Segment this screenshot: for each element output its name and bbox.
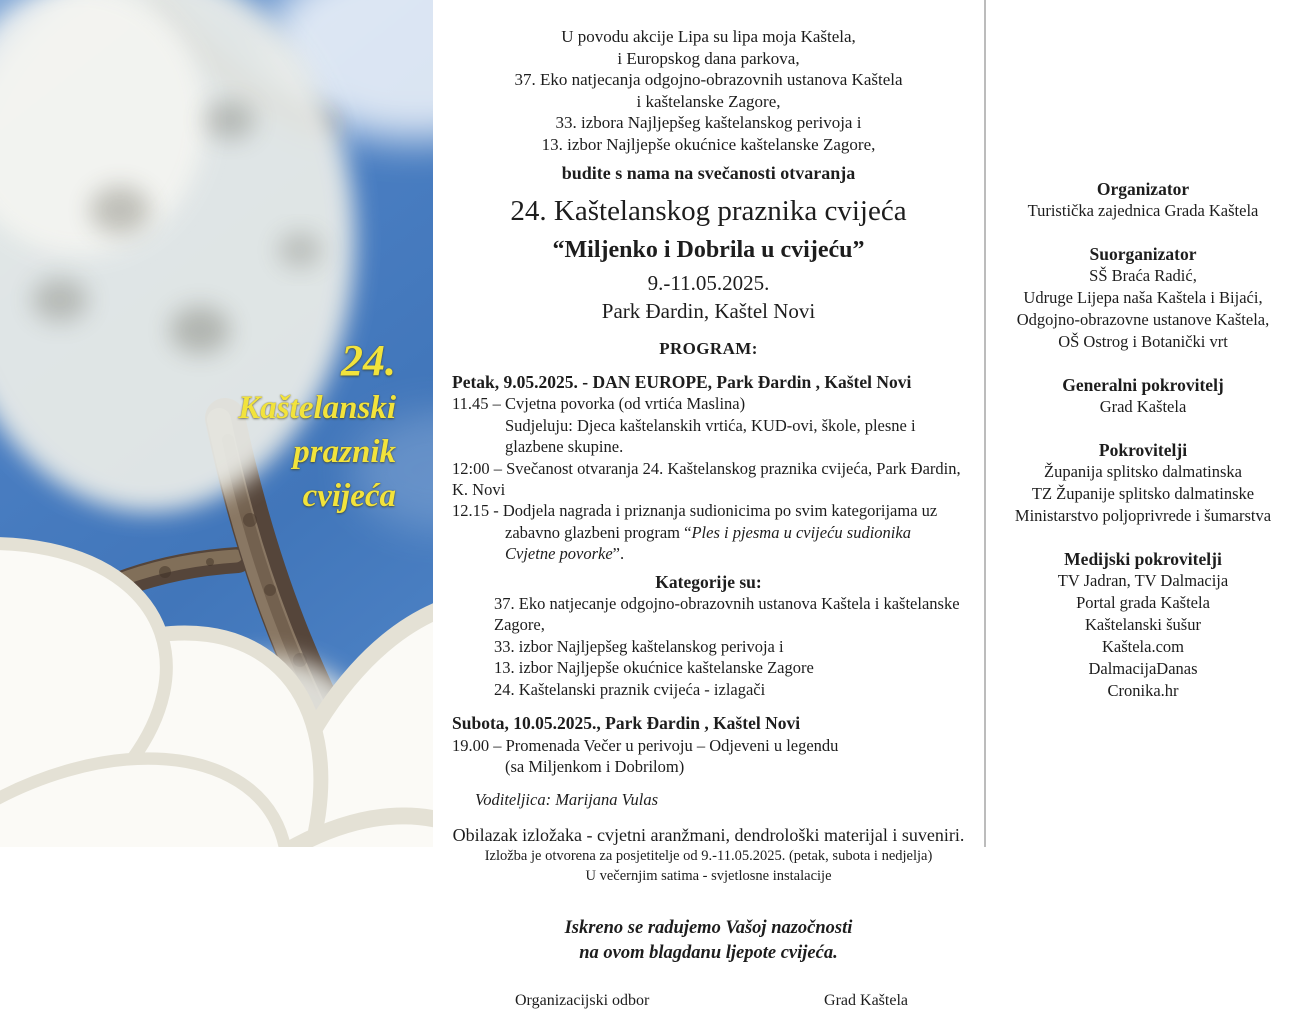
closing-line: Iskreno se radujemo Vašoj nazočnosti <box>564 918 853 939</box>
credit-line: Odgojno-obrazovne ustanove Kaštela, <box>1016 310 1270 329</box>
program-line: Sudjeluju: Djeca kaštelanskih vrtića, KUD-ovi, škole, plesne i glazbene skupine. <box>505 415 916 457</box>
blossom-photo <box>0 0 433 847</box>
program-quote: Ples i pjesma u cvijeću sudionika Cvjetne povorke <box>505 522 911 564</box>
event-subtitle: “Miljenko i Dobrila u cvijeću” <box>552 236 865 263</box>
credit-line: TV Jadran, TV Dalmacija <box>1057 571 1229 590</box>
credit-line: TZ Županije splitsko dalmatinske <box>1031 484 1255 503</box>
credit-heading: Pokrovitelji <box>1098 440 1188 460</box>
exhibition-line: Obilazak izložaka - cvjetni aranžmani, dendrološki materijal i suveniri. <box>452 824 965 845</box>
credit-line: OŠ Ostrog i Botanički vrt <box>1058 332 1228 351</box>
credit-heading: Organizator <box>1096 179 1190 199</box>
intro-line: i kaštelanske Zagore, <box>636 91 781 111</box>
closing-line: na ovom blagdanu ljepote cvijeća. <box>579 943 838 964</box>
intro-line: 37. Eko natjecanja odgojno-obrazovnih ustanova Kaštela <box>514 70 903 89</box>
category-item: 24. Kaštelanski praznik cvijeća - izlagači <box>494 679 766 699</box>
signature-left: Organizacijski odbor <box>515 992 650 1010</box>
credit-line: DalmacijaDanas <box>1088 659 1198 678</box>
credit-line: SŠ Braća Radić, <box>1089 266 1197 285</box>
program-line: zabavno glazbeni program “Ples i pjesma u cvijeću sudionika Cvjetne povorke”. <box>505 522 911 564</box>
intro-line: 13. izbor Najljepše okućnice kaštelanske Zagore, <box>541 134 876 154</box>
program-line: 12:00 – Svečanost otvaranja 24. Kaštelanskog praznika cvijeća, Park Đardin, K. Novi <box>452 458 961 500</box>
category-item: 37. Eko natjecanje odgojno-obrazovnih ustanova Kaštela i kaštelanske Zagore, <box>494 594 960 635</box>
event-dates: 9.-11.05.2025. <box>647 270 770 295</box>
photo-caption-line: praznik <box>293 434 396 470</box>
program-line: 12.15 - Dodjela nagrada i priznanja sudionicima po svim kategorijama uz <box>452 501 938 521</box>
credit-heading: Suorganizator <box>1089 244 1197 264</box>
credit-line: Portal grada Kaštela <box>1076 593 1210 612</box>
credit-line: Turistička zajednica Grada Kaštela <box>1027 201 1259 220</box>
host-line: Voditeljica: Marijana Vulas <box>475 790 659 810</box>
intro-line: 33. izbora Najljepšeg kaštelanskog perivoja i <box>555 113 862 132</box>
photo-caption-line: cvijeća <box>302 478 396 514</box>
invite-line: budite s nama na svečanosti otvaranja <box>561 163 856 183</box>
credit-heading: Generalni pokrovitelj <box>1062 375 1224 395</box>
credit-line: Grad Kaštela <box>1099 397 1187 416</box>
credit-line: Ministarstvo poljoprivrede i šumarstva <box>1014 506 1272 525</box>
photo-caption <box>238 336 396 518</box>
friday-heading: Petak, 9.05.2025. - DAN EUROPE, Park Đardin , Kaštel Novi <box>452 372 912 392</box>
credit-line: Kaštelanski šušur <box>1085 615 1201 634</box>
program-line: (sa Miljenkom i Dobrilom) <box>505 756 685 776</box>
category-item: 13. izbor Najljepše okućnice kaštelanske Zagore <box>494 658 814 678</box>
photo-caption-number: 24. <box>341 336 396 385</box>
friday-block <box>452 372 965 811</box>
signature-right: Grad Kaštela <box>824 992 908 1010</box>
intro-line: i Europskog dana parkova, <box>617 48 800 68</box>
program-column <box>433 0 985 1010</box>
categories-heading: Kategorije su: <box>655 571 762 592</box>
photo-caption-line: Kaštelanski <box>238 390 396 426</box>
exhibition-line: Izložba je otvorena za posjetitelje od 9.-11.05.2025. (petak, subota i nedjelja) <box>484 848 933 865</box>
program-line: 11.45 – Cvjetna povorka (od vrtića Maslina) <box>452 394 746 414</box>
credit-line: Županija splitsko dalmatinska <box>1044 462 1242 481</box>
event-location: Park Đardin, Kaštel Novi <box>601 299 816 323</box>
credits-column <box>986 0 1300 702</box>
saturday-heading: Subota, 10.05.2025., Park Đardin , Kaštel Novi <box>452 713 801 734</box>
intro-line: U povodu akcije Lipa su lipa moja Kaštela, <box>561 27 856 46</box>
program-line: 19.00 – Promenada Večer u perivoju – Odjeveni u legendu <box>452 735 839 755</box>
event-title: 24. Kaštelanskog praznika cvijeća <box>510 194 907 227</box>
credit-line: Kaštela.com <box>1101 637 1184 656</box>
signatures <box>452 990 965 1012</box>
credit-line: Cronika.hr <box>1107 681 1179 700</box>
exhibition-line: U večernjim satima - svjetlosne instalacije <box>585 868 832 885</box>
credit-heading: Medijski pokrovitelji <box>1064 549 1222 569</box>
closing-message <box>452 916 965 966</box>
credit-line: Udruge Lijepa naša Kaštela i Bijaći, <box>1023 288 1263 307</box>
category-item: 33. izbor Najljepšeg kaštelanskog perivoja i <box>494 636 784 656</box>
program-heading: PROGRAM: <box>659 338 758 358</box>
